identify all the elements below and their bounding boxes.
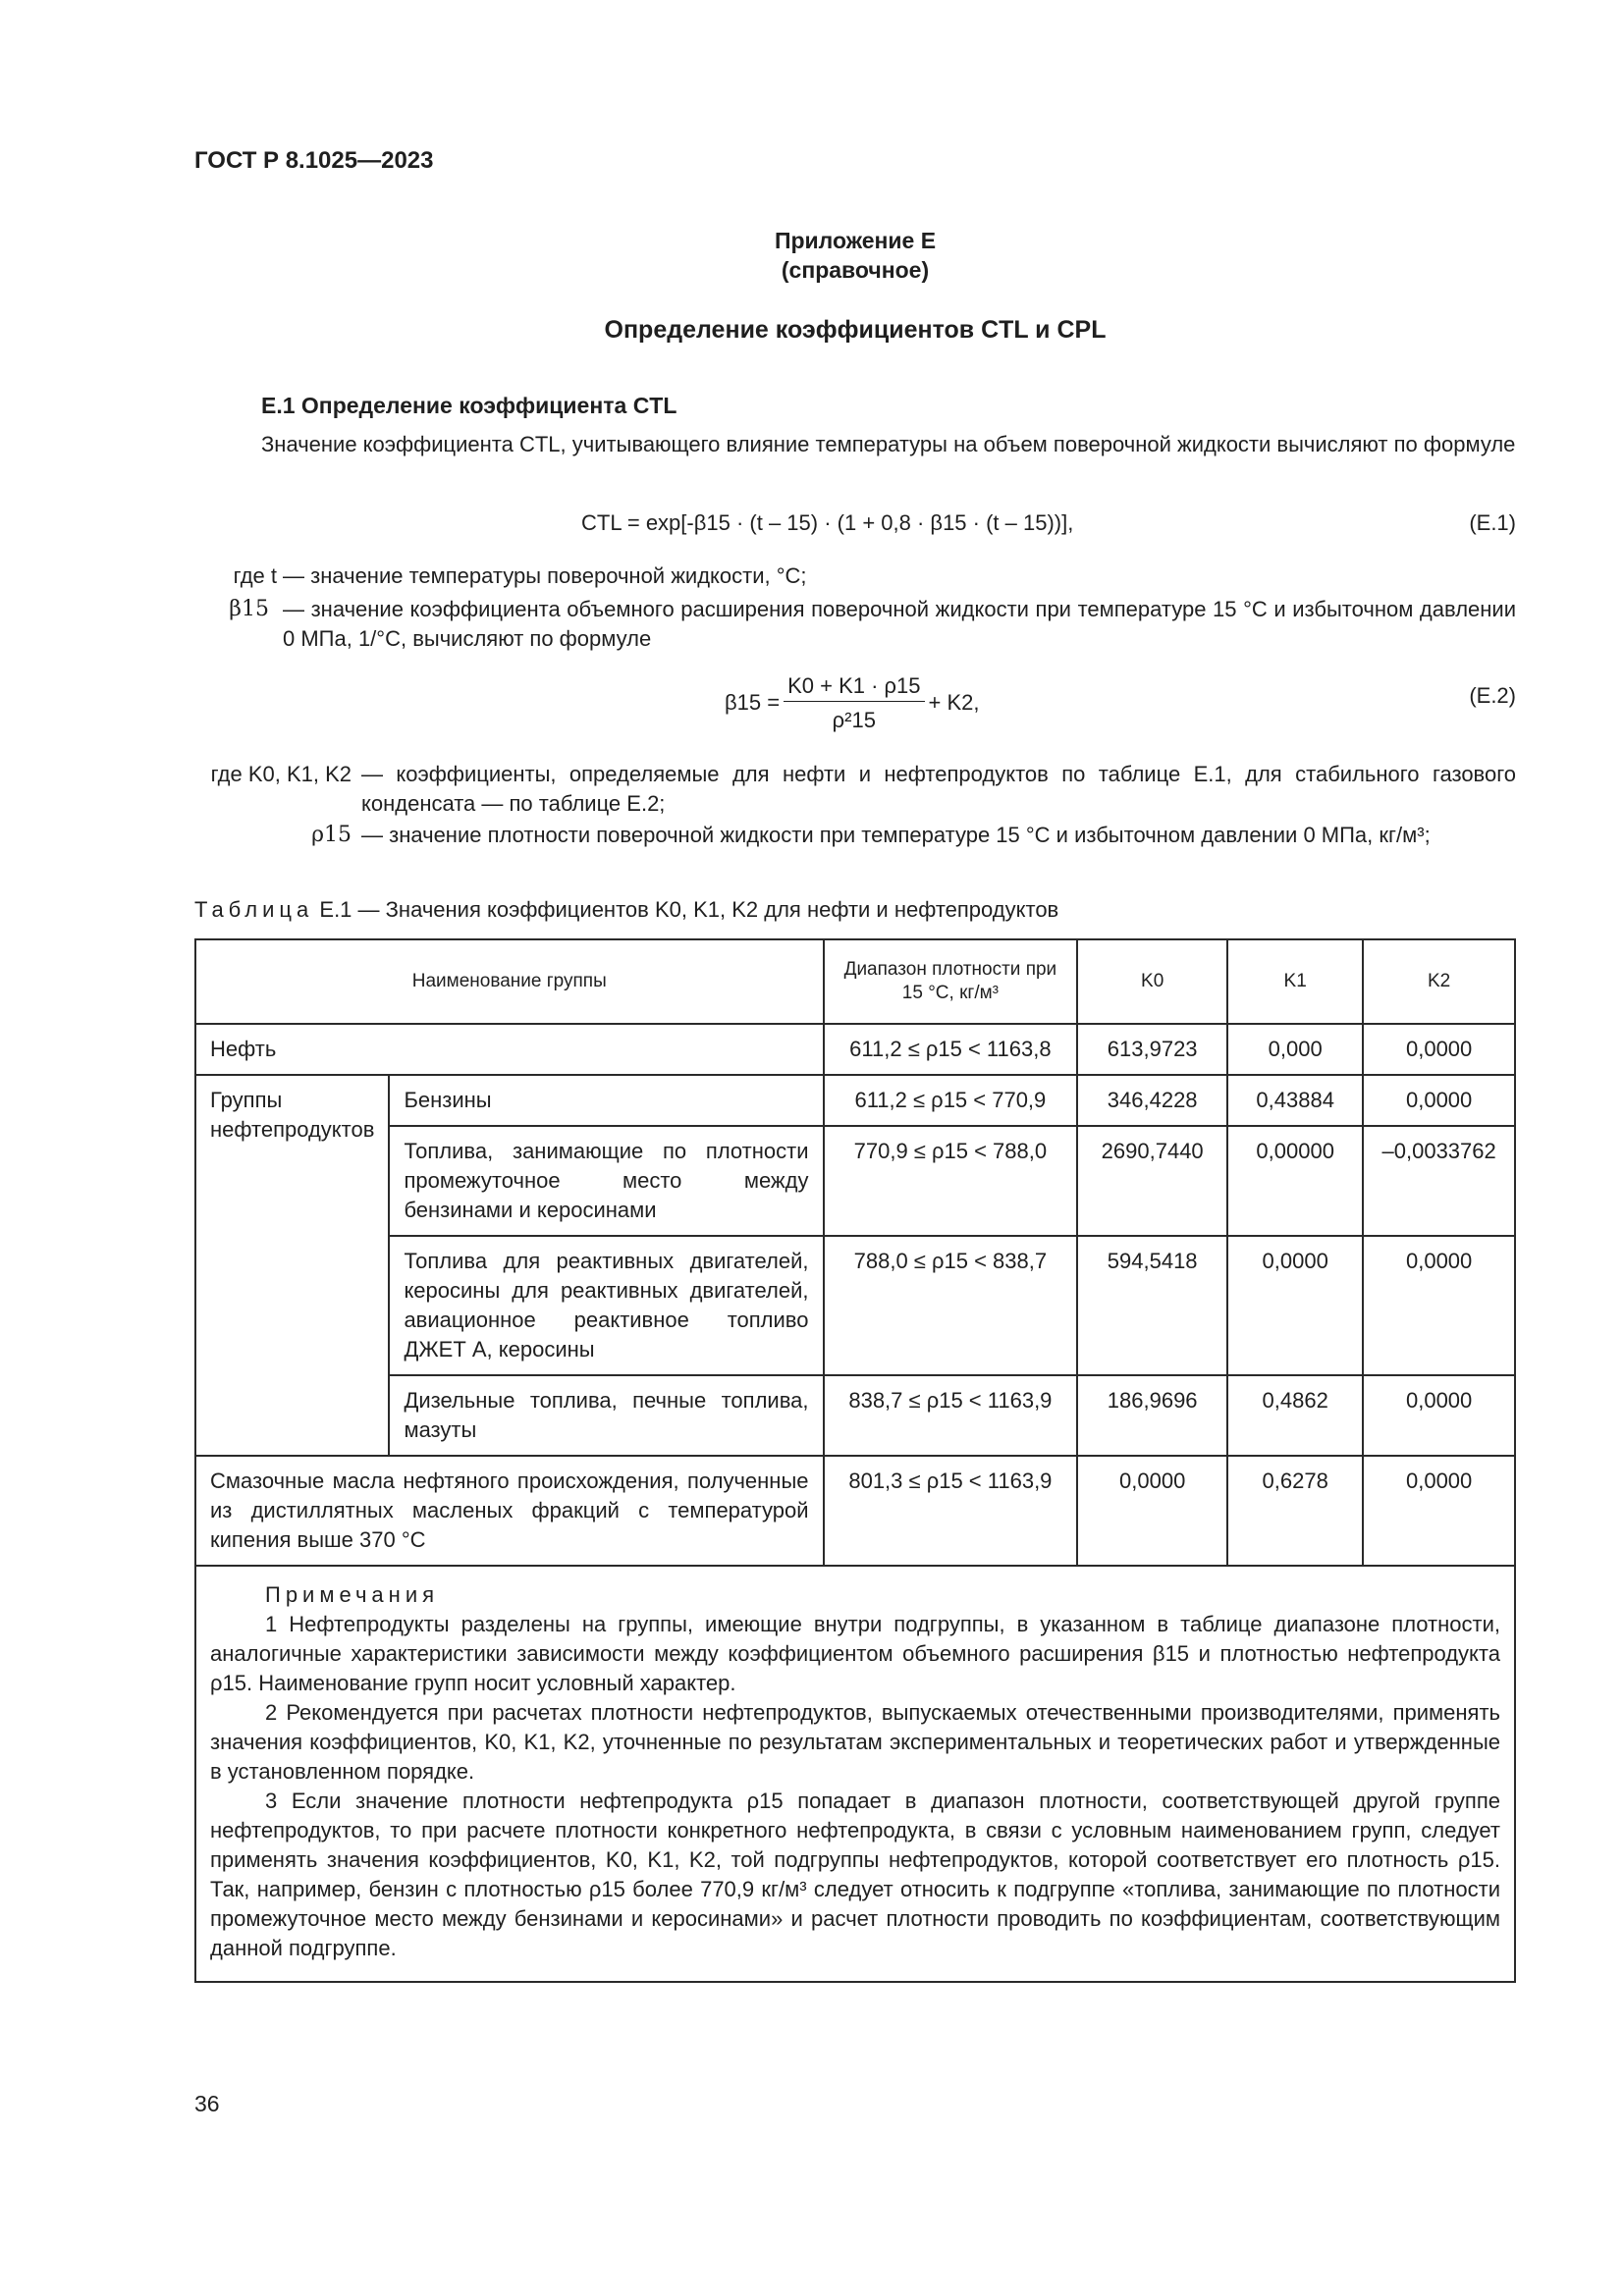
row-k0: 0,0000 — [1077, 1456, 1227, 1566]
row-name: Бензины — [389, 1075, 823, 1126]
formula-e2-numerator: K0 + K1 · ρ15 — [784, 673, 924, 702]
def-beta-key: β15 — [229, 597, 269, 621]
row-k1: 0,00000 — [1227, 1126, 1363, 1236]
table-row — [195, 1024, 1515, 1075]
row-k2: 0,0000 — [1363, 1375, 1515, 1456]
table-row — [195, 1456, 1515, 1566]
appendix-title: Приложение Е — [774, 228, 937, 253]
table-row — [195, 1126, 1515, 1236]
formula-e2 — [725, 664, 980, 742]
row-name: Смазочные масла нефтяного происхождения, полученные из дистиллятных масленых фракций с температурой кипения выше 370 °С — [195, 1456, 824, 1566]
header-density: Диапазон плотности при 15 °С, кг/м³ — [824, 939, 1078, 1024]
header-k1: K1 — [1227, 939, 1363, 1024]
formula-e1-number: (Е.1) — [1469, 510, 1516, 535]
def-beta-text: — значение коэффициента объемного расширения поверочной жидкости при температуре 15 °С и избыточном давлении 0 МПа, 1/°С, вычисляют по формуле — [283, 597, 1516, 651]
row-range: 838,7 ≤ ρ15 < 1163,9 — [824, 1375, 1078, 1456]
def-t-key: где t — [233, 563, 277, 588]
formula-e1: CTL = exp[-β15 · (t – 15) · (1 + 0,8 · β15 · (t – 15))], — [581, 510, 1074, 535]
header-k2: K2 — [1363, 939, 1515, 1024]
definitions-block-2 — [194, 760, 1516, 887]
coefficients-table — [194, 938, 1516, 1983]
page-number: 36 — [194, 2091, 220, 2116]
definitions-block-1 — [194, 561, 1516, 679]
row-range: 801,3 ≤ ρ15 < 1163,9 — [824, 1456, 1078, 1566]
row-k1: 0,4862 — [1227, 1375, 1363, 1456]
header-k0: K0 — [1077, 939, 1227, 1024]
header-group: Наименование группы — [195, 939, 824, 1024]
note-item: 2 Рекомендуется при расчетах плотности нефтепродуктов, выпускаемых отечественными производителями, применять значения коэффициентов, K0, K1, K2, уточненные по результатам экспериментальных и теоретических работ и утвержденные в установленном порядке. — [210, 1700, 1500, 1784]
row-k0: 346,4228 — [1077, 1075, 1227, 1126]
row-k0: 594,5418 — [1077, 1236, 1227, 1375]
def-rho-key: ρ15 — [311, 823, 352, 847]
table-caption — [194, 897, 1058, 923]
table-caption-text: Е.1 — Значения коэффициентов K0, K1, K2 для нефти и нефтепродуктов — [319, 897, 1059, 922]
row-name: Топлива для реактивных двигателей, керосины для реактивных двигателей, авиационное реактивное топливо ДЖЕТ А, керосины — [389, 1236, 823, 1375]
note-item: 1 Нефтепродукты разделены на группы, имеющие внутри подгруппы, в указанном в таблице диапазоне плотности, аналогичные характеристики зависимости между коэффициентом объемного расширения β15 и плотностью нефтепродукта ρ15. Наименование групп носит условный характер. — [210, 1612, 1500, 1695]
table-row — [195, 1236, 1515, 1375]
row-k2: 0,0000 — [1363, 1456, 1515, 1566]
formula-e2-fraction — [784, 673, 924, 733]
row-group: Группы нефтепродуктов — [195, 1075, 389, 1456]
intro-paragraph: Значение коэффициента CTL, учитывающего влияние температуры на объем поверочной жидкости вычисляют по формуле — [261, 432, 1516, 456]
document-code: ГОСТ Р 8.1025—2023 — [194, 147, 434, 174]
def-rho-text: — значение плотности поверочной жидкости при температуре 15 °С и избыточном давлении 0 МПа, кг/м³; — [361, 823, 1431, 847]
table-row — [195, 1375, 1515, 1456]
formula-e2-number: (Е.2) — [1469, 683, 1516, 708]
subsection-heading: Е.1 Определение коэффициента CTL — [261, 393, 677, 418]
row-name: Нефть — [195, 1024, 824, 1075]
table-caption-label: Таблица — [194, 897, 314, 922]
row-k2: 0,0000 — [1363, 1024, 1515, 1075]
def-t-text: — значение температуры поверочной жидкости, °С; — [283, 563, 807, 588]
def-k-key: где K0, K1, K2 — [210, 762, 352, 786]
appendix-subtitle: (справочное) — [781, 257, 930, 283]
row-k1: 0,000 — [1227, 1024, 1363, 1075]
row-k2: 0,0000 — [1363, 1075, 1515, 1126]
formula-e2-lhs: β15 = — [725, 690, 781, 715]
row-range: 788,0 ≤ ρ15 < 838,7 — [824, 1236, 1078, 1375]
row-k0: 2690,7440 — [1077, 1126, 1227, 1236]
formula-e2-tail: + K2, — [928, 690, 980, 715]
row-range: 770,9 ≤ ρ15 < 788,0 — [824, 1126, 1078, 1236]
def-k-text: — коэффициенты, определяемые для нефти и нефтепродуктов по таблице Е.1, для стабильного газового конденсата — по таблице Е.2; — [361, 762, 1516, 816]
table-header-row — [195, 939, 1515, 1024]
formula-e2-denominator: ρ²15 — [832, 707, 876, 732]
row-range: 611,2 ≤ ρ15 < 770,9 — [824, 1075, 1078, 1126]
table-notes — [195, 1566, 1515, 1982]
section-title: Определение коэффициентов CTL и CPL — [604, 316, 1107, 344]
table-row — [195, 1075, 1515, 1126]
row-k2: –0,0033762 — [1363, 1126, 1515, 1236]
note-item: 3 Если значение плотности нефтепродукта ρ15 попадает в диапазон плотности, соответствующей другой группе нефтепродуктов, то при расчете плотности конкретного нефтепродукта, в связи с условным наименованием групп, следует применять значения коэффициентов, K0, K1, K2, той подгруппы нефтепродуктов, которой соответствует его плотность ρ15. Так, например, бензин с плотностью ρ15 более 770,9 кг/м³ следует относить к подгруппе «топлива, занимающие по плотности промежуточное место между бензинами и керосинами» и расчет плотности проводить по коэффициентам, соответствующим данной подгруппе. — [210, 1789, 1500, 1960]
row-name: Топлива, занимающие по плотности промежуточное место между бензинами и керосинами — [389, 1126, 823, 1236]
row-k1: 0,6278 — [1227, 1456, 1363, 1566]
row-k1: 0,43884 — [1227, 1075, 1363, 1126]
row-k0: 613,9723 — [1077, 1024, 1227, 1075]
row-name: Дизельные топлива, печные топлива, мазуты — [389, 1375, 823, 1456]
row-k2: 0,0000 — [1363, 1236, 1515, 1375]
notes-heading: Примечания — [265, 1582, 440, 1607]
appendix-title-block — [194, 226, 1516, 285]
table-notes-row — [195, 1566, 1515, 1982]
row-k0: 186,9696 — [1077, 1375, 1227, 1456]
row-k1: 0,0000 — [1227, 1236, 1363, 1375]
row-range: 611,2 ≤ ρ15 < 1163,8 — [824, 1024, 1078, 1075]
